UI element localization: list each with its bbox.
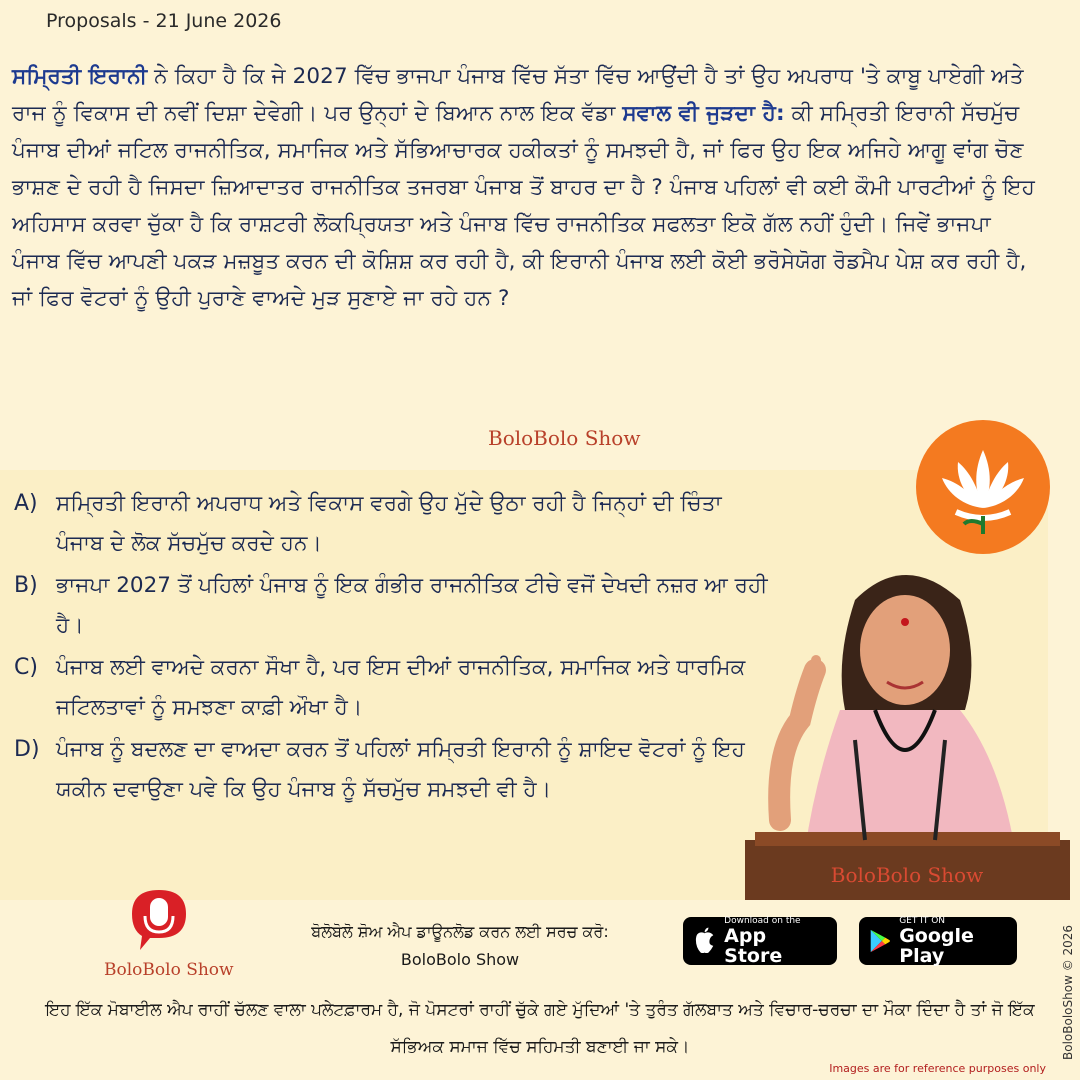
article-name-bold: ਸਮ੍ਰਿਤੀ ਇਰਾਨੀ <box>12 64 148 89</box>
article-phrase-bold: ਸਵਾਲ ਵੀ ਜੁੜਦਾ ਹੈ: <box>622 101 785 126</box>
download-line-2: BoloBolo Show <box>400 950 520 969</box>
option-text: ਸਮ੍ਰਿਤੀ ਇਰਾਨੀ ਅਪਰਾਧ ਅਤੇ ਵਿਕਾਸ ਵਰਗੇ ਉਹ ਮੁੱਦੇ ਉਠਾ ਰਹੀ ਹੈ ਜਿਨ੍ਹਾਂ ਦੀ ਚਿੰਤਾ ਪੰਜਾਬ ਦੇ ਲੋਕ ਸੱਚਮੁੱਚ ਕਰਦੇ ਹਨ। <box>56 491 722 556</box>
download-instructions <box>270 918 650 974</box>
app-store-big: App Store <box>724 925 783 967</box>
option-text: ਭਾਜਪਾ 2027 ਤੋਂ ਪਹਿਲਾਂ ਪੰਜਾਬ ਨੂੰ ਇਕ ਗੰਭੀਰ ਰਾਜਨੀਤਿਕ ਟੀਚੇ ਵਜੋਂ ਦੇਖਦੀ ਨਜ਼ਰ ਆ ਰਹੀ ਹੈ। <box>56 573 768 638</box>
google-play-big: Google Play <box>899 925 974 967</box>
speaker-portrait <box>745 560 1070 900</box>
lotus-icon <box>916 420 1050 554</box>
side-copyright: BoloBoloShow © 2026 <box>1061 924 1075 1060</box>
google-play-text <box>899 916 1007 966</box>
option-text: ਪੰਜਾਬ ਨੂੰ ਬਦਲਣ ਦਾ ਵਾਅਦਾ ਕਰਨ ਤੋਂ ਪਹਿਲਾਂ ਸਮ੍ਰਿਤੀ ਇਰਾਨੀ ਨੂੰ ਸ਼ਾਇਦ ਵੋਟਰਾਂ ਨੂੰ ਇਹ ਯਕੀਨ ਦਵਾਉਣਾ ਪਵੇ ਕਿ ਉਹ ਪੰਜਾਬ ਨੂੰ ਸੱਚਮੁੱਚ ਸਮਝਦੀ ਵੀ ਹੈ। <box>56 737 745 802</box>
footer-description: ਇਹ ਇੱਕ ਮੋਬਾਈਲ ਐਪ ਰਾਹੀਂ ਚੱਲਣ ਵਾਲਾ ਪਲੇਟਫ਼ਾਰਮ ਹੈ, ਜੋ ਪੋਸਟਰਾਂ ਰਾਹੀਂ ਚੁੱਕੇ ਗਏ ਮੁੱਦਿਆਂ 'ਤੇ ਤੁਰੰਤ ਗੱਲਬਾਤ ਅਤੇ ਵਿਚਾਰ-ਚਰਚਾ ਦਾ ਮੌਕਾ ਦਿੰਦਾ ਹੈ ਤਾਂ ਜੋ ਇੱਕ ਸੱਭਿਅਕ ਸਮਾਜ ਵਿੱਚ ਸਹਿਮਤੀ ਬਣਾਈ ਜਾ ਸਕੇ। <box>45 1000 1035 1057</box>
google-play-icon <box>869 927 891 955</box>
option-letter: D) <box>14 737 40 762</box>
article-paragraph <box>12 58 1042 317</box>
option-c[interactable] <box>14 648 774 728</box>
app-store-text <box>724 916 827 966</box>
app-store-button[interactable] <box>683 917 837 965</box>
option-letter: A) <box>14 491 38 516</box>
option-letter: B) <box>14 573 38 598</box>
download-line-1: ਬੋਲੋਬੋਲੋ ਸ਼ੋਅ ਐਪ ਡਾਊਨਲੋਡ ਕਰਨ ਲਈ ਸਰਚ ਕਰੋ: <box>311 922 609 941</box>
party-lotus-logo <box>916 420 1050 554</box>
options-list <box>14 484 774 812</box>
image-disclaimer: Images are for reference purposes only <box>829 1062 1046 1075</box>
watermark-label: BoloBolo Show <box>488 426 641 450</box>
option-a[interactable] <box>14 484 774 564</box>
article-text-1: ਨੇ ਕਿਹਾ ਹੈ ਕਿ ਜੇ 2027 ਵਿੱਚ ਭਾਜਪਾ ਪੰਜਾਬ ਵਿੱਚ ਸੱਤਾ ਵਿੱਚ ਆਉਂਦੀ ਹੈ ਤਾਂ ਉਹ ਅਪਰਾਧ 'ਤੇ ਕਾਬੂ ਪਾਏਗੀ ਅਤੇ ਰਾਜ ਨੂੰ ਵਿਕਾਸ ਦੀ ਨਵੀਂ ਦਿਸ਼ਾ ਦੇਵੇਗੀ। ਪਰ ਉਨ੍ਹਾਂ ਦੇ ਬਿਆਨ ਨਾਲ ਇਕ ਵੱਡਾ <box>12 64 1024 126</box>
option-b[interactable] <box>14 566 774 646</box>
brand-name: BoloBolo Show <box>104 960 234 980</box>
option-d[interactable] <box>14 730 774 810</box>
date-line: Proposals - 21 June 2026 <box>46 10 282 32</box>
portrait-watermark: BoloBolo Show <box>830 863 984 887</box>
article-text-2: ਕੀ ਸਮ੍ਰਿਤੀ ਇਰਾਨੀ ਸੱਚਮੁੱਚ ਪੰਜਾਬ ਦੀਆਂ ਜਟਿਲ ਰਾਜਨੀਤਿਕ, ਸਮਾਜਿਕ ਅਤੇ ਸੱਭਿਆਚਾਰਕ ਹਕੀਕਤਾਂ ਨੂੰ ਸਮਝਦੀ ਹੈ, ਜਾਂ ਫਿਰ ਉਹ ਇਕ ਅਜਿਹੇ ਆਗੂ ਵਾਂਗ ਚੋਣ ਭਾਸ਼ਣ ਦੇ ਰਹੀ ਹੈ ਜਿਸਦਾ ਜ਼ਿਆਦਾਤਰ ਰਾਜਨੀਤਿਕ ਤਜਰਬਾ ਪੰਜਾਬ ਤੋਂ ਬਾਹਰ ਦਾ ਹੈ ? ਪੰਜਾਬ ਪਹਿਲਾਂ ਵੀ ਕਈ ਕੌਮੀ ਪਾਰਟੀਆਂ ਨੂੰ ਇਹ ਅਹਿਸਾਸ ਕਰਵਾ ਚੁੱਕਾ ਹੈ ਕਿ ਰਾਸ਼ਟਰੀ ਲੋਕਪ੍ਰਿਯਤਾ ਅਤੇ ਪੰਜਾਬ ਵਿੱਚ ਰਾਜਨੀਤਿਕ ਸਫਲਤਾ ਇਕੋ ਗੱਲ ਨਹੀਂ ਹੁੰਦੀ। ਜਿਵੇਂ ਭਾਜਪਾ ਪੰਜਾਬ ਵਿੱਚ ਆਪਣੀ ਪਕੜ ਮਜ਼ਬੂਤ ਕਰਨ ਦੀ ਕੋਸ਼ਿਸ਼ ਕਰ ਰਹੀ ਹੈ, ਕੀ ਇਰਾਨੀ ਪੰਜਾਬ ਲਈ ਕੋਈ ਭਰੋਸੇਯੋਗ ਰੋਡਮੈਪ ਪੇਸ਼ ਕਰ ਰਹੀ ਹੈ, ਜਾਂ ਫਿਰ ਵੋਟਰਾਂ ਨੂੰ ਉਹੀ ਪੁਰਾਣੇ ਵਾਅਦੇ ਮੁੜ ਸੁਣਾਏ ਜਾ ਰਹੇ ਹਨ ? <box>12 101 1035 311</box>
google-play-button[interactable] <box>859 917 1017 965</box>
apple-icon <box>693 927 716 955</box>
option-text: ਪੰਜਾਬ ਲਈ ਵਾਅਦੇ ਕਰਨਾ ਸੌਖਾ ਹੈ, ਪਰ ਇਸ ਦੀਆਂ ਰਾਜਨੀਤਿਕ, ਸਮਾਜਿਕ ਅਤੇ ਧਾਰਮਿਕ ਜਟਿਲਤਾਵਾਂ ਨੂੰ ਸਮਝਣਾ ਕਾਫ਼ੀ ਔਖਾ ਹੈ। <box>56 655 746 720</box>
option-letter: C) <box>14 655 38 680</box>
app-store-small: Download on the <box>724 916 801 926</box>
google-play-small: GET IT ON <box>899 916 946 926</box>
podcast-mic-icon <box>128 886 190 954</box>
